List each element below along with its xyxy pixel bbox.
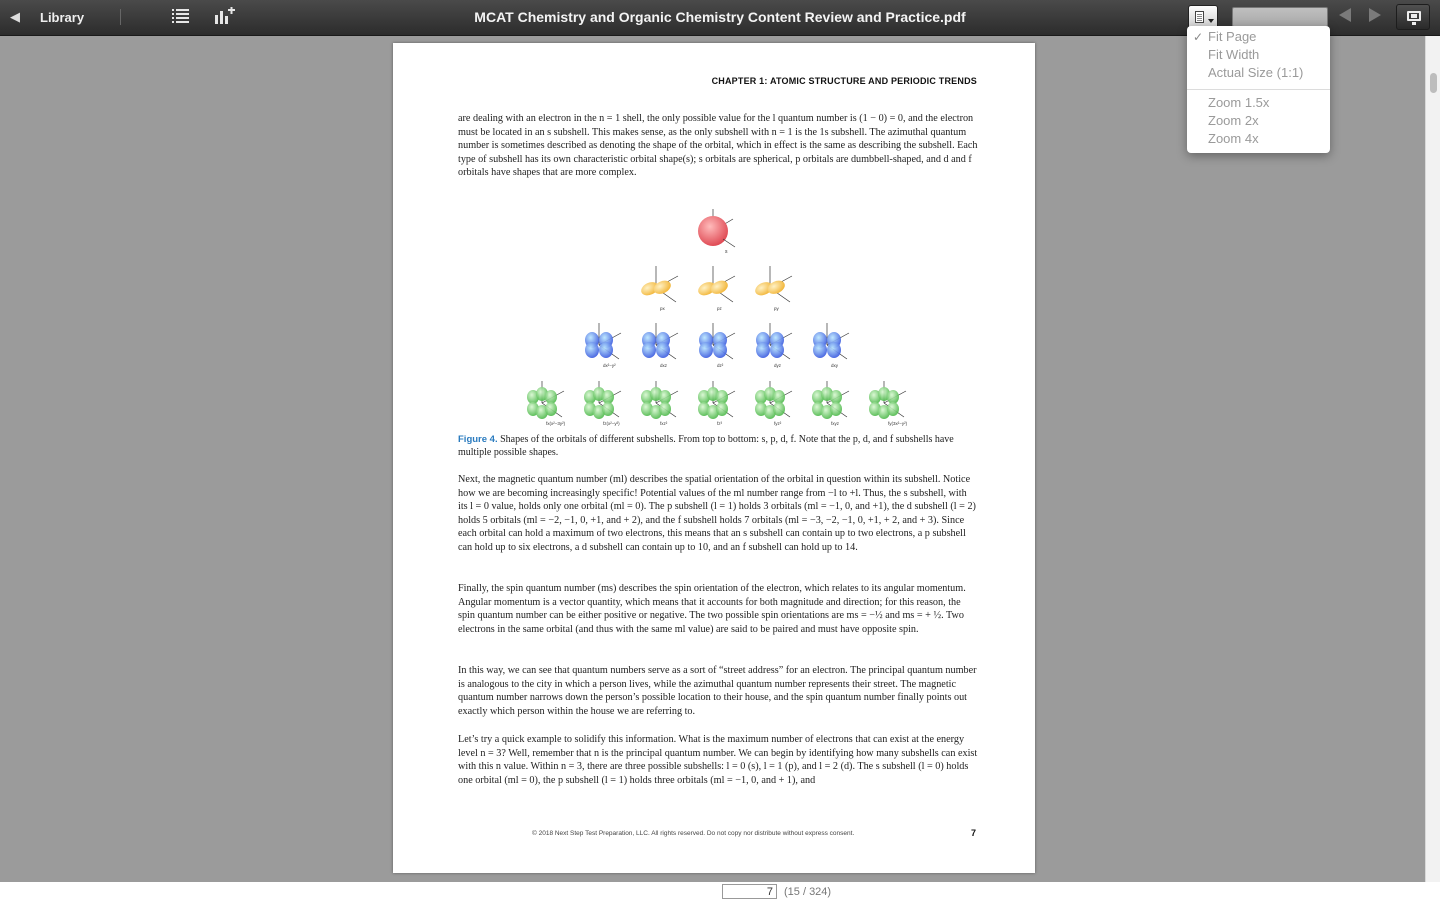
figure-label: Figure 4.	[458, 434, 498, 445]
page-number-input[interactable]	[722, 884, 777, 899]
p-orbital-1	[696, 266, 735, 311]
f-orbital-0	[527, 381, 566, 426]
f-orbital-label: fy(3x²−y²)	[888, 421, 908, 426]
page-navigation-bar	[0, 882, 1440, 900]
f-orbital-label: fyz²	[774, 421, 782, 426]
f-orbital-2	[641, 381, 678, 426]
d-orbital-1	[642, 323, 678, 368]
f-orbital-label: fz(x²−y²)	[603, 421, 620, 426]
library-back-button[interactable]	[10, 6, 84, 28]
page-view-icon	[1195, 11, 1204, 23]
table-of-contents-icon[interactable]	[172, 9, 189, 23]
zoom-item-fit-width[interactable]: Fit Width	[1208, 47, 1260, 62]
zoom-menu	[1187, 26, 1330, 153]
paragraph-2: Next, the magnetic quantum number (ml) describes the spatial orientation of the orbital in question within its subshell. Notice how we are becoming increasingly specific! Potential values of the ml number range from −l to +l. Thus, the s subshell, with its l = 0 value, holds only one orbital (ml = 0). The p subshell (l = 1) holds 3 orbitals (ml = −1, 0, and +1), the d subshell (l = 2) holds 5 orbitals (ml = −2, −1, 0, +1, and + 2), and the f subshell holds 7 orbitals (ml = −3, −2, −1, 0, +1, + 2, and + 3). Since each orbital can hold a maximum of two electrons, this means that an s subshell can contain up to two electrons, a p subshell can hold up to six electrons, a d subshell can contain up to 10, and an f subshell can hold up to 14.	[458, 474, 976, 553]
p-orbital-0	[639, 266, 678, 311]
zoom-item-4x[interactable]: Zoom 4x	[1208, 131, 1259, 146]
f-orbital-4	[755, 381, 792, 426]
d-orbital-label: dyz	[774, 363, 782, 368]
p-orbitals	[639, 266, 792, 311]
p-orbital-label: px	[660, 306, 665, 311]
page-number: 7	[971, 828, 977, 838]
f-orbital-3	[698, 381, 735, 426]
f-orbital-label: fxz²	[660, 421, 668, 426]
f-orbital-label: fxyz	[831, 421, 840, 426]
chapter-heading: CHAPTER 1: ATOMIC STRUCTURE AND PERIODIC TRENDS	[711, 76, 977, 86]
chevron-down-icon	[1208, 19, 1214, 23]
previous-page-icon[interactable]	[1339, 8, 1351, 22]
pdf-page	[393, 43, 1035, 873]
d-orbitals	[585, 323, 849, 368]
page-count: (15 / 324)	[784, 886, 832, 898]
menu-divider	[1187, 89, 1330, 90]
d-orbital-4	[813, 323, 849, 368]
p-orbital-label: pz	[717, 306, 722, 311]
zoom-item-fit-page[interactable]: ✓ Fit Page	[1193, 29, 1257, 44]
toolbar-separator	[120, 9, 121, 25]
f-orbitals	[527, 381, 908, 426]
checkmark-icon: ✓	[1193, 30, 1204, 44]
d-orbital-label: dxy	[831, 363, 839, 368]
presentation-mode-button[interactable]	[1396, 4, 1430, 30]
p-orbital-label: py	[774, 306, 779, 311]
next-page-icon[interactable]	[1369, 8, 1381, 22]
svg-text:s: s	[725, 249, 728, 255]
d-orbital-label: dz²	[717, 363, 724, 368]
document-title: MCAT Chemistry and Organic Chemistry Content Review and Practice.pdf	[474, 9, 966, 25]
paragraph-5: Let’s try a quick example to solidify this information. What is the maximum number of electrons that can exist at the energy level n = 3? Well, remember that n is the principal quantum number. We can begin by identifying how many subshells can exist with this n value. Within n = 3, there are three possible subshells: l = 0 (s), l = 1 (p), and l = 2 (d). The s subshell (l = 0) holds one orbital (ml = 0), the p subshell (l = 1) holds three orbitals (ml = −1, 0, and + 1), and	[458, 734, 978, 786]
paragraph-1: are dealing with an electron in the n = 1 shell, the only possible value for the l quantum number is (1 − 0) = 0, and the electron must be located in an s subshell. This makes sense, as the only subshell with n = 1 is the 1s subshell. The azimuthal quantum number is sometimes described as denoting the shape of the orbital, which in effect is the same as describing the subshell. Each type of subshell has its own characteristic orbital shape(s); s orbitals are spherical, p orbitals are dumbbell-shaped, and d and f orbitals have shapes that are more complex.	[458, 113, 978, 179]
copyright-notice: © 2018 Next Step Test Preparation, LLC. All rights reserved. Do not copy nor distribute without express consent.	[532, 830, 855, 837]
f-orbital-label: fz³	[717, 421, 722, 426]
vertical-scrollbar[interactable]	[1425, 36, 1440, 882]
paragraph-3: Finally, the spin quantum number (ms) describes the spin orientation of the electron, which relates to its angular momentum. Angular momentum is a vector quantity, which means that it accounts for both magnitude and direction; for this reason, the spin quantum number can be either positive or negative. The two possible spin orientations are ms = −½ and ms = + ½. Two electrons in the same orbital (and thus with the same ml value) are said to be paired and must have opposite spin.	[458, 583, 966, 635]
d-orbital-3	[756, 323, 792, 368]
back-arrow-icon: ◀	[10, 9, 20, 24]
p-orbital-2	[753, 266, 792, 311]
orbital-shapes-figure	[513, 201, 923, 429]
d-orbital-label: dxz	[660, 363, 668, 368]
f-orbital-1	[584, 381, 621, 426]
f-orbital-5	[812, 381, 849, 426]
d-orbital-label: dx²−y²	[603, 363, 616, 368]
s-orbital	[698, 209, 735, 255]
paragraph-4: In this way, we can see that quantum numbers serve as a sort of “street address” for an electron. The principal quantum number is analogous to the city in which a person lives, while the azimuthal quantum number represents their street. The magnetic quantum number narrows down the person’s possible location to their house, and the spin quantum number finally points out exactly which person within the house we are referring to.	[458, 665, 977, 717]
d-orbital-2	[699, 323, 735, 368]
zoom-item-2x[interactable]: Zoom 2x	[1208, 113, 1259, 128]
zoom-item-actual-size[interactable]: Actual Size (1:1)	[1208, 65, 1304, 80]
search-input[interactable]	[1232, 7, 1328, 27]
f-orbital-label: fx(x²−3y²)	[546, 421, 566, 426]
f-orbital-6	[869, 381, 908, 426]
screen-icon	[1407, 11, 1421, 21]
add-bookmark-chart-icon[interactable]	[215, 7, 235, 24]
library-label: Library	[40, 9, 85, 25]
figure-caption: Figure 4. Shapes of the orbitals of different subshells. From top to bottom: s, p, d, f. Note that the p, d, and f subshells have multiple possible shapes.	[458, 434, 954, 458]
d-orbital-0	[585, 323, 621, 368]
scroll-thumb[interactable]	[1430, 73, 1437, 93]
zoom-item-1-5x[interactable]: Zoom 1.5x	[1208, 95, 1270, 110]
